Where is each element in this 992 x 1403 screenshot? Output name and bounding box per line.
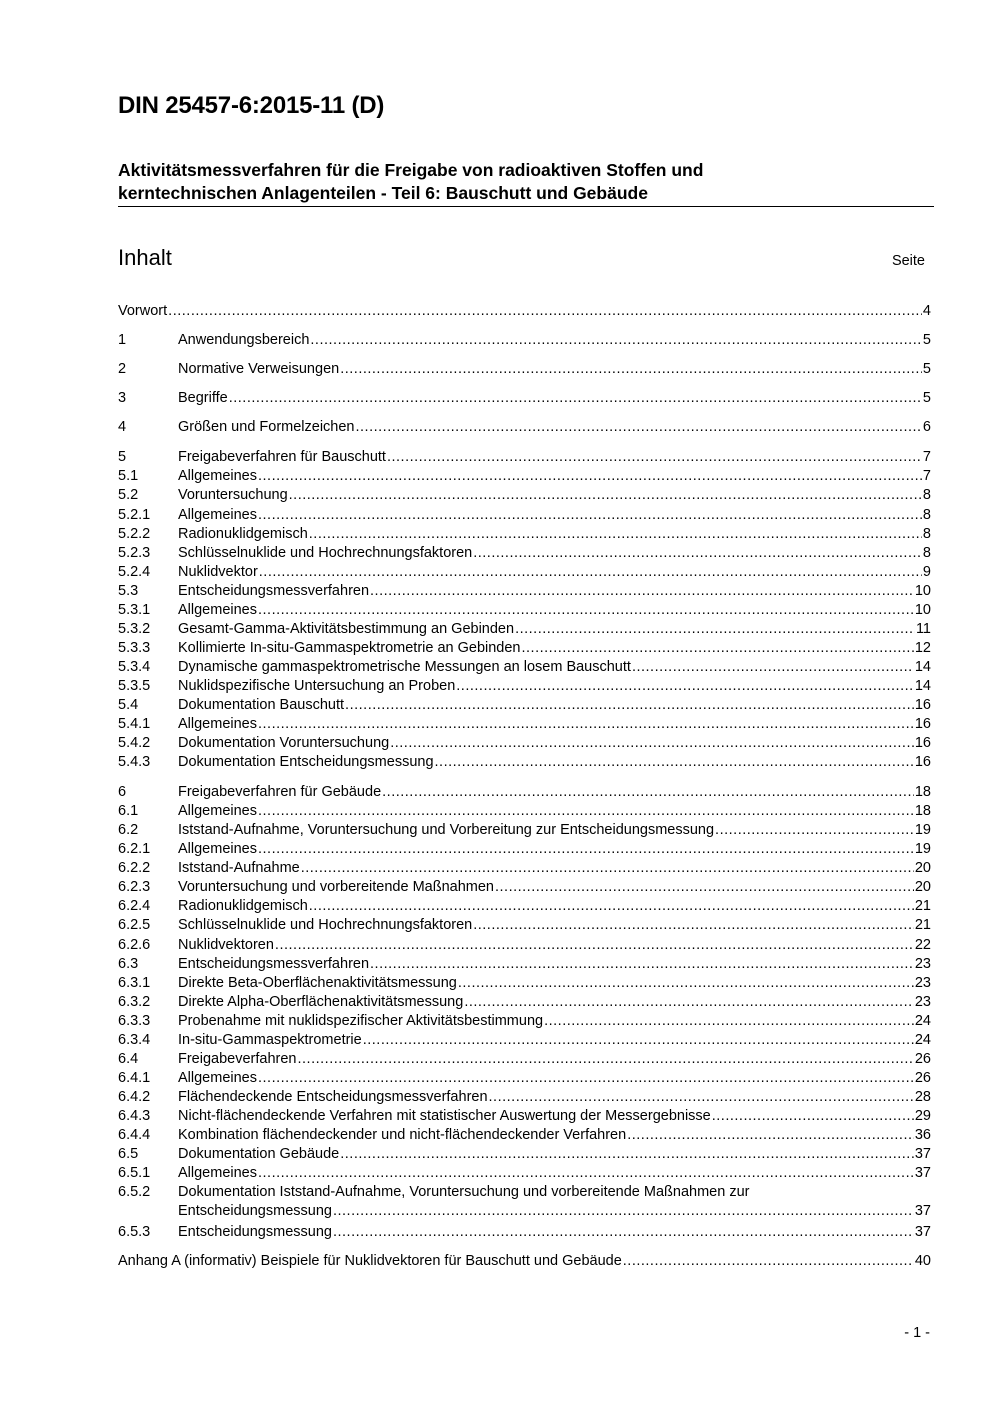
toc-entry-title: Dokumentation Voruntersuchung xyxy=(178,735,390,751)
toc-entry-title: Kollimierte In-situ-Gammaspektrometrie an Gebinden xyxy=(178,640,521,656)
toc-entry-page: 7 xyxy=(922,449,931,465)
toc-entry-title: Dokumentation Iststand-Aufnahme, Voruntersuchung und vorbereitende Maßnahmen zur xyxy=(178,1184,750,1200)
toc-entry-page: 11 xyxy=(915,621,931,637)
toc-entry-page: 16 xyxy=(914,754,931,770)
toc-entry-title: Dokumentation Entscheidungsmessung xyxy=(178,754,434,770)
toc-entry-page: 8 xyxy=(922,487,931,503)
toc-entry-page: 10 xyxy=(914,602,931,618)
toc-entry-title: Allgemeines xyxy=(178,1070,257,1086)
toc-dot-leader xyxy=(258,1163,914,1183)
toc-entry-number: 6.4 xyxy=(118,1051,139,1067)
toc-entry-number: 6.3 xyxy=(118,956,139,972)
toc-entry[interactable] xyxy=(118,858,931,878)
toc-entry[interactable] xyxy=(118,1125,931,1145)
toc-dot-leader xyxy=(382,782,914,802)
toc-entry-number: 6.5.3 xyxy=(118,1224,151,1240)
toc-entry-title: Allgemeines xyxy=(178,803,257,819)
toc-entry[interactable] xyxy=(118,447,931,467)
toc-entry-page: 20 xyxy=(914,860,931,876)
toc-entry-page: 28 xyxy=(914,1089,931,1105)
toc-entry-title: Nuklidvektor xyxy=(178,564,258,580)
toc-entry[interactable] xyxy=(118,600,931,620)
toc-entry[interactable] xyxy=(118,1251,931,1271)
toc-dot-leader xyxy=(298,1049,914,1069)
toc-entry-page: 16 xyxy=(914,735,931,751)
toc-entry-title: Schlüsselnuklide und Hochrechnungsfaktoren xyxy=(178,545,473,561)
toc-dot-leader xyxy=(464,992,914,1012)
toc-entry-page: 14 xyxy=(914,659,931,675)
toc-entry-number: 6.3.1 xyxy=(118,975,151,991)
toc-entry-number: 6.4.4 xyxy=(118,1127,151,1143)
toc-entry-number: 6.4.2 xyxy=(118,1089,151,1105)
toc-entry[interactable] xyxy=(118,820,931,840)
toc-entry[interactable] xyxy=(118,877,931,897)
toc-dot-leader xyxy=(370,581,914,601)
toc-entry-title-continued: Entscheidungsmessung xyxy=(178,1203,332,1219)
toc-entry-title: Probenahme mit nuklidspezifischer Aktivitätsbestimmung xyxy=(178,1013,544,1029)
toc-entry[interactable] xyxy=(118,505,931,525)
toc-entry-page: 10 xyxy=(914,583,931,599)
toc-entry-number: 6.3.3 xyxy=(118,1013,151,1029)
toc-entry-number: 1 xyxy=(118,332,127,348)
toc-dot-leader xyxy=(258,600,914,620)
document-title: DIN 25457-6:2015-11 (D) xyxy=(118,92,385,119)
toc-dot-leader xyxy=(712,1106,914,1126)
toc-entry-page: 5 xyxy=(922,390,931,406)
toc-entry[interactable] xyxy=(118,1222,931,1242)
toc-dot-leader xyxy=(370,954,914,974)
toc-entry[interactable] xyxy=(118,839,931,859)
toc-entry-number: 6.2.6 xyxy=(118,937,151,953)
toc-entry-number: 6.4.3 xyxy=(118,1108,151,1124)
toc-dot-leader xyxy=(333,1222,914,1242)
toc-entry-title: Begriffe xyxy=(178,390,228,406)
toc-entry[interactable] xyxy=(118,896,931,916)
toc-entry-number: 5.4.3 xyxy=(118,754,151,770)
toc-entry-number: 6.5.2 xyxy=(118,1184,151,1200)
toc-entry-page: 23 xyxy=(914,975,931,991)
toc-entry[interactable] xyxy=(118,581,931,601)
toc-entry[interactable] xyxy=(118,359,931,379)
toc-entry[interactable] xyxy=(118,417,931,437)
toc-entry-page: 18 xyxy=(914,803,931,819)
toc-entry-page: 6 xyxy=(922,419,931,435)
toc-entry-number: 6.3.4 xyxy=(118,1032,151,1048)
toc-dot-leader xyxy=(340,359,922,379)
toc-entry-page: 20 xyxy=(914,879,931,895)
toc-entry-page: 29 xyxy=(914,1108,931,1124)
toc-dot-leader xyxy=(435,752,914,772)
toc-entry-title: Vorwort xyxy=(118,303,168,319)
toc-dot-leader xyxy=(390,733,914,753)
toc-entry[interactable] xyxy=(118,733,931,753)
toc-entry-number: 6.2.2 xyxy=(118,860,151,876)
toc-entry-title: Freigabeverfahren xyxy=(178,1051,297,1067)
toc-entry-number: 5.3.3 xyxy=(118,640,151,656)
toc-entry-title: Entscheidungsmessung xyxy=(178,1224,332,1240)
toc-entry-page: 26 xyxy=(914,1070,931,1086)
toc-entry[interactable] xyxy=(118,330,931,350)
toc-entry-number: 5.3.4 xyxy=(118,659,151,675)
toc-entry-page: 22 xyxy=(914,937,931,953)
toc-entry-number: 5.2.1 xyxy=(118,507,151,523)
toc-entry-number: 6.2.4 xyxy=(118,898,151,914)
toc-entry[interactable] xyxy=(118,714,931,734)
toc-entry-page: 7 xyxy=(922,468,931,484)
toc-entry-page: 40 xyxy=(914,1253,931,1269)
toc-entry-title: Allgemeines xyxy=(178,1165,257,1181)
toc-dot-leader xyxy=(544,1011,914,1031)
toc-entry-number: 6.2.3 xyxy=(118,879,151,895)
toc-entry-page: 4 xyxy=(922,303,931,319)
toc-entry-number: 6.4.1 xyxy=(118,1070,151,1086)
toc-dot-leader xyxy=(258,801,914,821)
toc-entry-page: 19 xyxy=(914,841,931,857)
toc-entry-title: Direkte Beta-Oberflächenaktivitätsmessung xyxy=(178,975,457,991)
toc-entry-page: 14 xyxy=(914,678,931,694)
toc-entry-page: 37 xyxy=(914,1203,931,1219)
toc-entry-page: 37 xyxy=(914,1165,931,1181)
toc-entry-title: Anwendungsbereich xyxy=(178,332,310,348)
toc-entry-title: Voruntersuchung und vorbereitende Maßnahmen xyxy=(178,879,494,895)
toc-entry-page: 8 xyxy=(922,545,931,561)
toc-entry-title: Dynamische gammaspektrometrische Messungen an losem Bauschutt xyxy=(178,659,631,675)
toc-dot-leader xyxy=(363,1030,914,1050)
toc-entry-title: Freigabeverfahren für Gebäude xyxy=(178,784,382,800)
toc-entry-title: Allgemeines xyxy=(178,716,257,732)
toc-entry-title: Allgemeines xyxy=(178,602,257,618)
toc-entry-title: Nicht-flächendeckende Verfahren mit statistischer Auswertung der Messergebnisse xyxy=(178,1108,711,1124)
toc-entry[interactable] xyxy=(118,954,931,974)
toc-entry-page: 5 xyxy=(922,332,931,348)
toc-entry-number: 5.4 xyxy=(118,697,139,713)
toc-entry-number: 5.2 xyxy=(118,487,139,503)
toc-entry-title: Normative Verweisungen xyxy=(178,361,340,377)
toc-entry[interactable] xyxy=(118,935,931,955)
toc-dot-leader xyxy=(473,915,914,935)
toc-entry-number: 6.2.1 xyxy=(118,841,151,857)
toc-dot-leader xyxy=(310,330,922,350)
toc-entry-number: 6.3.2 xyxy=(118,994,151,1010)
toc-entry-number: 5.2.3 xyxy=(118,545,151,561)
toc-entry-number: 6 xyxy=(118,784,127,800)
toc-dot-leader xyxy=(345,695,914,715)
toc-dot-leader xyxy=(456,676,914,696)
toc-entry[interactable] xyxy=(118,992,931,1012)
toc-dot-leader xyxy=(623,1251,914,1271)
toc-entry-number: 2 xyxy=(118,361,127,377)
toc-entry-title: Schlüsselnuklide und Hochrechnungsfaktoren xyxy=(178,917,473,933)
toc-dot-leader xyxy=(515,619,915,639)
toc-dot-leader xyxy=(259,562,922,582)
toc-entry-page: 36 xyxy=(914,1127,931,1143)
toc-entry-title: Flächendeckende Entscheidungsmessverfahren xyxy=(178,1089,488,1105)
toc-dot-leader xyxy=(387,447,922,467)
toc-entry-page: 19 xyxy=(914,822,931,838)
page-number: - 1 - xyxy=(904,1325,930,1341)
toc-dot-leader xyxy=(258,839,914,859)
toc-entry-number: 5.2.2 xyxy=(118,526,151,542)
toc-dot-leader xyxy=(333,1201,914,1221)
toc-entry[interactable] xyxy=(118,388,931,408)
toc-entry[interactable] xyxy=(118,1163,931,1183)
toc-entry-number: 6.5.1 xyxy=(118,1165,151,1181)
toc-entry-title: Entscheidungsmessverfahren xyxy=(178,956,370,972)
toc-entry[interactable] xyxy=(118,752,931,772)
toc-dot-leader xyxy=(458,973,914,993)
toc-entry[interactable] xyxy=(118,801,931,821)
toc-entry-title: Entscheidungsmessverfahren xyxy=(178,583,370,599)
toc-entry[interactable] xyxy=(118,915,931,935)
toc-entry[interactable] xyxy=(118,1106,931,1126)
toc-entry-number: 6.2.5 xyxy=(118,917,151,933)
toc-entry-page: 12 xyxy=(914,640,931,656)
toc-dot-leader xyxy=(275,935,914,955)
toc-entry-title: Radionuklidgemisch xyxy=(178,526,308,542)
toc-entry[interactable] xyxy=(118,638,931,658)
toc-entry-title: Allgemeines xyxy=(178,507,257,523)
subtitle-line-2: kerntechnischen Anlagenteilen - Teil 6: Bauschutt und Gebäude xyxy=(118,183,648,203)
toc-entry-title: Gesamt-Gamma-Aktivitätsbestimmung an Gebinden xyxy=(178,621,515,637)
toc-entry[interactable] xyxy=(118,1182,931,1202)
toc-entry-title: Iststand-Aufnahme, Voruntersuchung und Vorbereitung zur Entscheidungsmessung xyxy=(178,822,715,838)
toc-entry-page: 23 xyxy=(914,956,931,972)
toc-dot-leader xyxy=(715,820,914,840)
toc-entry-title: Nuklidvektoren xyxy=(178,937,274,953)
toc-entry-number: 5.3.2 xyxy=(118,621,151,637)
toc-entry-number: 5.3.5 xyxy=(118,678,151,694)
toc-entry-title: Iststand-Aufnahme xyxy=(178,860,300,876)
toc-entry-continuation[interactable] xyxy=(118,1201,931,1221)
toc-dot-leader xyxy=(229,388,922,408)
toc-entry[interactable] xyxy=(118,973,931,993)
toc-entry-page: 21 xyxy=(914,898,931,914)
document-subtitle xyxy=(118,159,938,205)
toc-entry-title: Dokumentation Bauschutt xyxy=(178,697,345,713)
toc-entry-number: 5 xyxy=(118,449,127,465)
toc-entry-title: In-situ-Gammaspektrometrie xyxy=(178,1032,362,1048)
toc-dot-leader xyxy=(356,417,922,437)
subtitle-line-1: Aktivitätsmessverfahren für die Freigabe von radioaktiven Stoffen und xyxy=(118,160,704,180)
toc-dot-leader xyxy=(489,1087,914,1107)
toc-entry-page: 23 xyxy=(914,994,931,1010)
toc-entry[interactable] xyxy=(118,657,931,677)
toc-entry-page: 8 xyxy=(922,526,931,542)
toc-entry-number: 5.4.2 xyxy=(118,735,151,751)
toc-entry[interactable] xyxy=(118,1049,931,1069)
toc-entry-number: 4 xyxy=(118,419,127,435)
toc-dot-leader xyxy=(473,543,922,563)
toc-entry-title: Größen und Formelzeichen xyxy=(178,419,355,435)
toc-heading: Inhalt xyxy=(118,245,172,270)
toc-dot-leader xyxy=(495,877,914,897)
toc-entry-title: Direkte Alpha-Oberflächenaktivitätsmessung xyxy=(178,994,464,1010)
toc-entry-number: 6.2 xyxy=(118,822,139,838)
toc-entry-page: 5 xyxy=(922,361,931,377)
toc-page-column-label: Seite xyxy=(891,253,925,269)
toc-entry-page: 37 xyxy=(914,1224,931,1240)
toc-dot-leader xyxy=(258,714,914,734)
toc-dot-leader xyxy=(301,858,914,878)
toc-dot-leader xyxy=(632,657,914,677)
toc-entry-title: Allgemeines xyxy=(178,468,257,484)
toc-dot-leader xyxy=(258,1068,914,1088)
toc-entry[interactable] xyxy=(118,1011,931,1031)
toc-entry-title: Dokumentation Gebäude xyxy=(178,1146,340,1162)
toc-entry-page: 16 xyxy=(914,716,931,732)
toc-dot-leader xyxy=(258,466,922,486)
toc-entry-page: 16 xyxy=(914,697,931,713)
toc-entry[interactable] xyxy=(118,301,931,321)
toc-dot-leader xyxy=(309,524,922,544)
toc-entry-page: 24 xyxy=(914,1032,931,1048)
toc-entry[interactable] xyxy=(118,619,931,639)
toc-entry-page: 8 xyxy=(922,507,931,523)
toc-entry-title: Allgemeines xyxy=(178,841,257,857)
toc-entry-number: 6.5 xyxy=(118,1146,139,1162)
toc-entry-title: Kombination flächendeckender und nicht-flächendeckender Verfahren xyxy=(178,1127,627,1143)
toc-entry-number: 3 xyxy=(118,390,127,406)
toc-entry[interactable] xyxy=(118,524,931,544)
toc-dot-leader xyxy=(258,505,922,525)
toc-entry[interactable] xyxy=(118,1087,931,1107)
toc-dot-leader xyxy=(168,301,922,321)
toc-entry[interactable] xyxy=(118,695,931,715)
toc-entry-number: 5.3.1 xyxy=(118,602,151,618)
toc-entry-page: 9 xyxy=(922,564,931,580)
toc-entry[interactable] xyxy=(118,676,931,696)
toc-entry-number: 6.1 xyxy=(118,803,139,819)
toc-entry-page: 26 xyxy=(914,1051,931,1067)
toc-entry[interactable] xyxy=(118,1144,931,1164)
toc-entry-title: Freigabeverfahren für Bauschutt xyxy=(178,449,386,465)
toc-entry-page: 21 xyxy=(914,917,931,933)
toc-dot-leader xyxy=(627,1125,914,1145)
toc-entry-title: Radionuklidgemisch xyxy=(178,898,308,914)
toc-entry[interactable] xyxy=(118,543,931,563)
toc-entry[interactable] xyxy=(118,782,931,802)
toc-entry-page: 37 xyxy=(914,1146,931,1162)
toc-entry-title: Voruntersuchung xyxy=(178,487,288,503)
title-divider xyxy=(118,206,934,207)
toc-entry-number: 5.2.4 xyxy=(118,564,151,580)
toc-entry-number: 5.4.1 xyxy=(118,716,151,732)
toc-entry-number: 5.3 xyxy=(118,583,139,599)
toc-entry[interactable] xyxy=(118,1030,931,1050)
toc-entry-page: 24 xyxy=(914,1013,931,1029)
toc-dot-leader xyxy=(340,1144,914,1164)
toc-dot-leader xyxy=(522,638,914,658)
toc-entry-title: Nuklidspezifische Untersuchung an Proben xyxy=(178,678,456,694)
toc-entry[interactable] xyxy=(118,562,931,582)
toc-entry[interactable] xyxy=(118,466,931,486)
toc-dot-leader xyxy=(309,896,914,916)
toc-entry-page: 18 xyxy=(914,784,931,800)
toc-entry[interactable] xyxy=(118,485,931,505)
toc-entry-title: Anhang A (informativ) Beispiele für Nuklidvektoren für Bauschutt und Gebäude xyxy=(118,1253,622,1269)
toc-dot-leader xyxy=(289,485,922,505)
toc-entry-number: 5.1 xyxy=(118,468,139,484)
toc-entry[interactable] xyxy=(118,1068,931,1088)
